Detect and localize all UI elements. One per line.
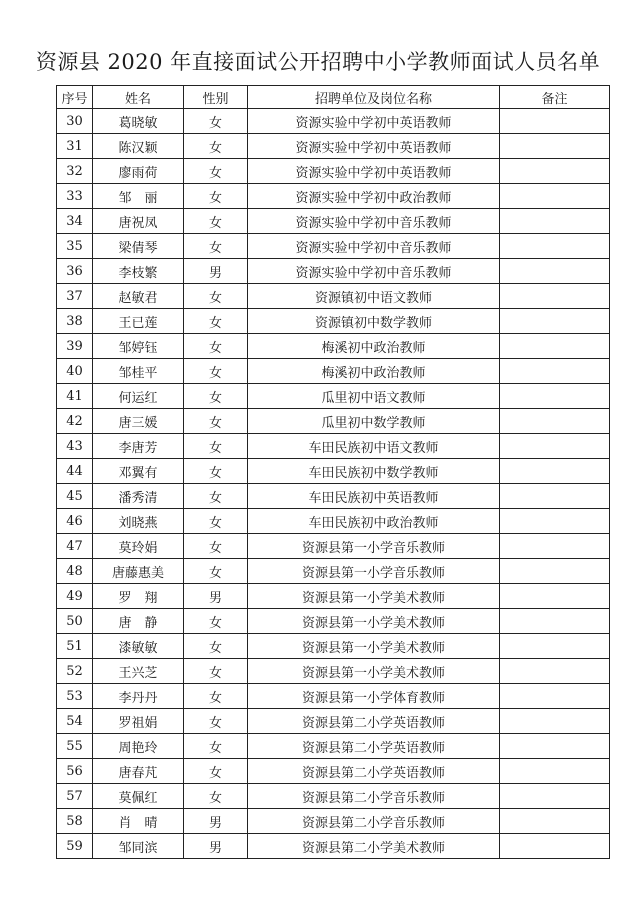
note-cell [500, 559, 610, 584]
position-cell: 资源县第一小学音乐教师 [248, 534, 500, 559]
table-row [57, 559, 610, 584]
note-cell [500, 484, 610, 509]
row-number-cell: 49 [57, 584, 93, 609]
position-cell: 资源镇初中数学教师 [248, 309, 500, 334]
position-cell: 资源县第二小学音乐教师 [248, 809, 500, 834]
gender-cell: 女 [184, 684, 248, 709]
note-cell [500, 134, 610, 159]
row-number-cell: 53 [57, 684, 93, 709]
position-cell: 车田民族初中政治教师 [248, 509, 500, 534]
note-cell [500, 109, 610, 134]
note-cell [500, 434, 610, 459]
note-cell [500, 159, 610, 184]
person-name-cell: 李枝繁 [93, 259, 184, 284]
table-row [57, 834, 610, 859]
row-number-cell: 30 [57, 109, 93, 134]
person-name-cell: 王兴芝 [93, 659, 184, 684]
table-row [57, 509, 610, 534]
person-name-cell: 唐三媛 [93, 409, 184, 434]
table-row [57, 609, 610, 634]
row-number-cell: 44 [57, 459, 93, 484]
note-cell [500, 334, 610, 359]
person-name-cell: 唐祝凤 [93, 209, 184, 234]
row-number-cell: 37 [57, 284, 93, 309]
gender-cell: 女 [184, 709, 248, 734]
gender-cell: 女 [184, 284, 248, 309]
table-header-row [57, 86, 610, 109]
person-name-cell: 罗 翔 [93, 584, 184, 609]
row-number-cell: 52 [57, 659, 93, 684]
row-number-cell: 55 [57, 734, 93, 759]
column-header-post: 招聘单位及岗位名称 [248, 86, 500, 109]
interview-roster-table [56, 85, 610, 859]
gender-cell: 女 [184, 734, 248, 759]
table-body [57, 109, 610, 859]
position-cell: 资源实验中学初中音乐教师 [248, 259, 500, 284]
person-name-cell: 李唐芳 [93, 434, 184, 459]
note-cell [500, 634, 610, 659]
person-name-cell: 赵敏君 [93, 284, 184, 309]
table-row [57, 634, 610, 659]
note-cell [500, 684, 610, 709]
gender-cell: 女 [184, 184, 248, 209]
position-cell: 资源县第一小学美术教师 [248, 659, 500, 684]
position-cell: 车田民族初中数学教师 [248, 459, 500, 484]
table-row [57, 809, 610, 834]
column-header-gender: 性别 [184, 86, 248, 109]
person-name-cell: 陈汉颖 [93, 134, 184, 159]
note-cell [500, 234, 610, 259]
person-name-cell: 李丹丹 [93, 684, 184, 709]
table-row [57, 584, 610, 609]
row-number-cell: 50 [57, 609, 93, 634]
table-row [57, 459, 610, 484]
person-name-cell: 邹 丽 [93, 184, 184, 209]
position-cell: 资源县第一小学美术教师 [248, 584, 500, 609]
table-row [57, 134, 610, 159]
gender-cell: 男 [184, 259, 248, 284]
table-row [57, 759, 610, 784]
row-number-cell: 57 [57, 784, 93, 809]
gender-cell: 女 [184, 609, 248, 634]
position-cell: 资源镇初中语文教师 [248, 284, 500, 309]
note-cell [500, 409, 610, 434]
table-row [57, 734, 610, 759]
row-number-cell: 56 [57, 759, 93, 784]
gender-cell: 女 [184, 209, 248, 234]
row-number-cell: 38 [57, 309, 93, 334]
position-cell: 资源县第一小学体育教师 [248, 684, 500, 709]
position-cell: 瓜里初中数学教师 [248, 409, 500, 434]
position-cell: 资源县第二小学音乐教师 [248, 784, 500, 809]
row-number-cell: 51 [57, 634, 93, 659]
page-title: 资源县 2020 年直接面试公开招聘中小学教师面试人员名单 [35, 50, 601, 74]
note-cell [500, 609, 610, 634]
gender-cell: 女 [184, 484, 248, 509]
note-cell [500, 209, 610, 234]
person-name-cell: 罗祖娟 [93, 709, 184, 734]
row-number-cell: 35 [57, 234, 93, 259]
table-row [57, 334, 610, 359]
position-cell: 资源实验中学初中英语教师 [248, 159, 500, 184]
gender-cell: 女 [184, 109, 248, 134]
position-cell: 车田民族初中语文教师 [248, 434, 500, 459]
position-cell: 资源县第二小学英语教师 [248, 734, 500, 759]
person-name-cell: 周艳玲 [93, 734, 184, 759]
note-cell [500, 734, 610, 759]
gender-cell: 女 [184, 534, 248, 559]
table-row [57, 309, 610, 334]
person-name-cell: 唐 静 [93, 609, 184, 634]
position-cell: 瓜里初中语文教师 [248, 384, 500, 409]
gender-cell: 女 [184, 634, 248, 659]
person-name-cell: 肖 晴 [93, 809, 184, 834]
note-cell [500, 659, 610, 684]
gender-cell: 男 [184, 809, 248, 834]
gender-cell: 男 [184, 834, 248, 859]
note-cell [500, 534, 610, 559]
gender-cell: 女 [184, 759, 248, 784]
position-cell: 梅溪初中政治教师 [248, 334, 500, 359]
gender-cell: 女 [184, 659, 248, 684]
person-name-cell: 葛晓敏 [93, 109, 184, 134]
row-number-cell: 34 [57, 209, 93, 234]
position-cell: 资源县第一小学音乐教师 [248, 559, 500, 584]
row-number-cell: 46 [57, 509, 93, 534]
column-header-note: 备注 [500, 86, 610, 109]
note-cell [500, 584, 610, 609]
position-cell: 资源实验中学初中英语教师 [248, 134, 500, 159]
row-number-cell: 54 [57, 709, 93, 734]
row-number-cell: 42 [57, 409, 93, 434]
note-cell [500, 259, 610, 284]
position-cell: 资源实验中学初中政治教师 [248, 184, 500, 209]
table-row [57, 159, 610, 184]
person-name-cell: 唐春芃 [93, 759, 184, 784]
note-cell [500, 284, 610, 309]
gender-cell: 女 [184, 459, 248, 484]
table-row [57, 534, 610, 559]
row-number-cell: 31 [57, 134, 93, 159]
position-cell: 梅溪初中政治教师 [248, 359, 500, 384]
row-number-cell: 48 [57, 559, 93, 584]
position-cell: 资源实验中学初中英语教师 [248, 109, 500, 134]
table-row [57, 484, 610, 509]
row-number-cell: 40 [57, 359, 93, 384]
table-row [57, 709, 610, 734]
person-name-cell: 邓翼有 [93, 459, 184, 484]
position-cell: 资源县第二小学美术教师 [248, 834, 500, 859]
column-header-no: 序号 [57, 86, 93, 109]
person-name-cell: 邹桂平 [93, 359, 184, 384]
note-cell [500, 459, 610, 484]
row-number-cell: 47 [57, 534, 93, 559]
row-number-cell: 36 [57, 259, 93, 284]
person-name-cell: 唐藤惠美 [93, 559, 184, 584]
person-name-cell: 莫佩红 [93, 784, 184, 809]
gender-cell: 女 [184, 309, 248, 334]
person-name-cell: 刘晓燕 [93, 509, 184, 534]
gender-cell: 女 [184, 409, 248, 434]
table-row [57, 209, 610, 234]
person-name-cell: 邹同滨 [93, 834, 184, 859]
person-name-cell: 王已莲 [93, 309, 184, 334]
gender-cell: 女 [184, 559, 248, 584]
person-name-cell: 潘秀清 [93, 484, 184, 509]
person-name-cell: 何运红 [93, 384, 184, 409]
gender-cell: 女 [184, 234, 248, 259]
table-row [57, 359, 610, 384]
position-cell: 资源实验中学初中音乐教师 [248, 209, 500, 234]
person-name-cell: 梁倩琴 [93, 234, 184, 259]
gender-cell: 女 [184, 434, 248, 459]
gender-cell: 男 [184, 584, 248, 609]
table-row [57, 684, 610, 709]
row-number-cell: 43 [57, 434, 93, 459]
row-number-cell: 39 [57, 334, 93, 359]
row-number-cell: 59 [57, 834, 93, 859]
gender-cell: 女 [184, 359, 248, 384]
note-cell [500, 509, 610, 534]
position-cell: 资源县第一小学美术教师 [248, 634, 500, 659]
note-cell [500, 309, 610, 334]
table-row [57, 384, 610, 409]
note-cell [500, 834, 610, 859]
row-number-cell: 41 [57, 384, 93, 409]
person-name-cell: 漆敏敏 [93, 634, 184, 659]
table-row [57, 784, 610, 809]
position-cell: 资源实验中学初中音乐教师 [248, 234, 500, 259]
row-number-cell: 33 [57, 184, 93, 209]
gender-cell: 女 [184, 159, 248, 184]
position-cell: 车田民族初中英语教师 [248, 484, 500, 509]
note-cell [500, 809, 610, 834]
position-cell: 资源县第二小学英语教师 [248, 709, 500, 734]
note-cell [500, 759, 610, 784]
column-header-name: 姓名 [93, 86, 184, 109]
note-cell [500, 184, 610, 209]
note-cell [500, 359, 610, 384]
gender-cell: 女 [184, 384, 248, 409]
table-row [57, 109, 610, 134]
table-row [57, 184, 610, 209]
position-cell: 资源县第一小学美术教师 [248, 609, 500, 634]
table-row [57, 409, 610, 434]
table-row [57, 259, 610, 284]
gender-cell: 女 [184, 134, 248, 159]
table-row [57, 659, 610, 684]
row-number-cell: 58 [57, 809, 93, 834]
table-row [57, 434, 610, 459]
note-cell [500, 709, 610, 734]
row-number-cell: 32 [57, 159, 93, 184]
gender-cell: 女 [184, 509, 248, 534]
note-cell [500, 384, 610, 409]
person-name-cell: 邹婷钰 [93, 334, 184, 359]
gender-cell: 女 [184, 784, 248, 809]
position-cell: 资源县第二小学英语教师 [248, 759, 500, 784]
row-number-cell: 45 [57, 484, 93, 509]
person-name-cell: 莫玲娟 [93, 534, 184, 559]
gender-cell: 女 [184, 334, 248, 359]
table-row [57, 234, 610, 259]
table-row [57, 284, 610, 309]
note-cell [500, 784, 610, 809]
person-name-cell: 廖雨荷 [93, 159, 184, 184]
